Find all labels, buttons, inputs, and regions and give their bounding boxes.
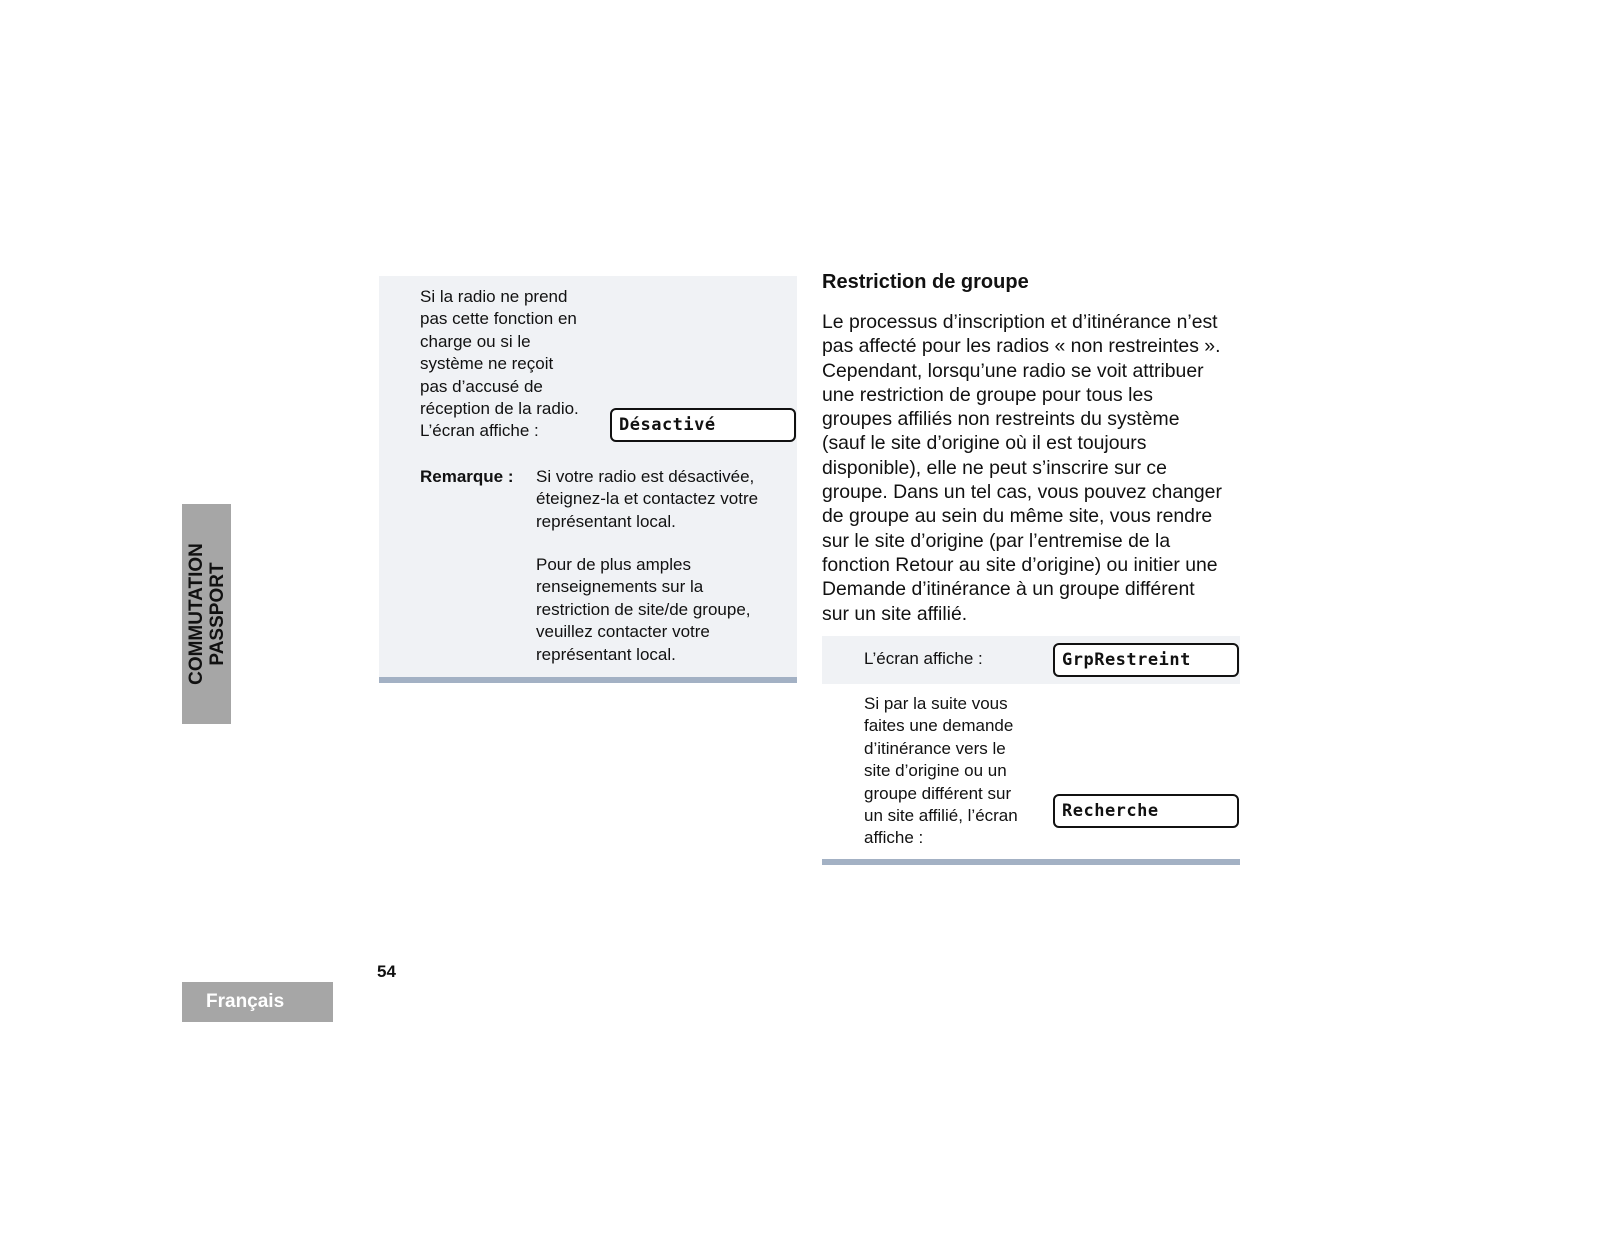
section-divider — [822, 859, 1240, 865]
radio-display-searching: Recherche — [1053, 794, 1239, 828]
info-panel — [379, 276, 797, 683]
note-label: Remarque : — [420, 467, 514, 486]
screen-display-row — [822, 636, 1240, 684]
note-paragraph-1: Si votre radio est désactivée, éteignez-la et contactez votre représentant local. — [536, 467, 759, 531]
intro-text: Si la radio ne prend pas cette fonction en charge ou si le système ne reçoit pas d’accusé de réception de la radio. L’écran affiche : — [420, 287, 579, 441]
radio-display-restricted: GrpRestreint — [1053, 643, 1239, 677]
followup-text: Si par la suite vous faites une demande d’itinérance vers le site d’origine ou un groupe différent sur un site affilié, l’écran affiche : — [864, 694, 1018, 848]
section-heading: Restriction de groupe — [822, 271, 1029, 293]
radio-display-disabled: Désactivé — [610, 408, 796, 442]
section-tab-label: COMMUTATION PASSPORT — [185, 543, 228, 685]
body-paragraph: Le processus d’inscription et d’itinérance n’est pas affecté pour les radios « non restreintes ». Cependant, lorsqu’une radio se voit attribuer une restriction de groupe pour tous les groupes affiliés non restreints du système (sauf le site d’origine où il est toujours disponible), elle ne peut s’inscrire sur ce groupe. Dans un tel cas, vous pouvez changer de groupe au sein du même site, vous rendre sur le site d’origine (par l’entremise de la fonction Retour au site d’origine) ou initier une Demande d’itinérance à un groupe différent sur un site affilié. — [822, 311, 1222, 625]
language-tab: Français — [182, 982, 333, 1022]
note-paragraph-2: Pour de plus amples renseignements sur la restriction de site/de groupe, veuillez contacter votre représentant local. — [536, 555, 751, 664]
section-tab — [182, 504, 231, 724]
screen-label: L’écran affiche : — [864, 649, 983, 668]
page-number: 54 — [377, 962, 396, 981]
